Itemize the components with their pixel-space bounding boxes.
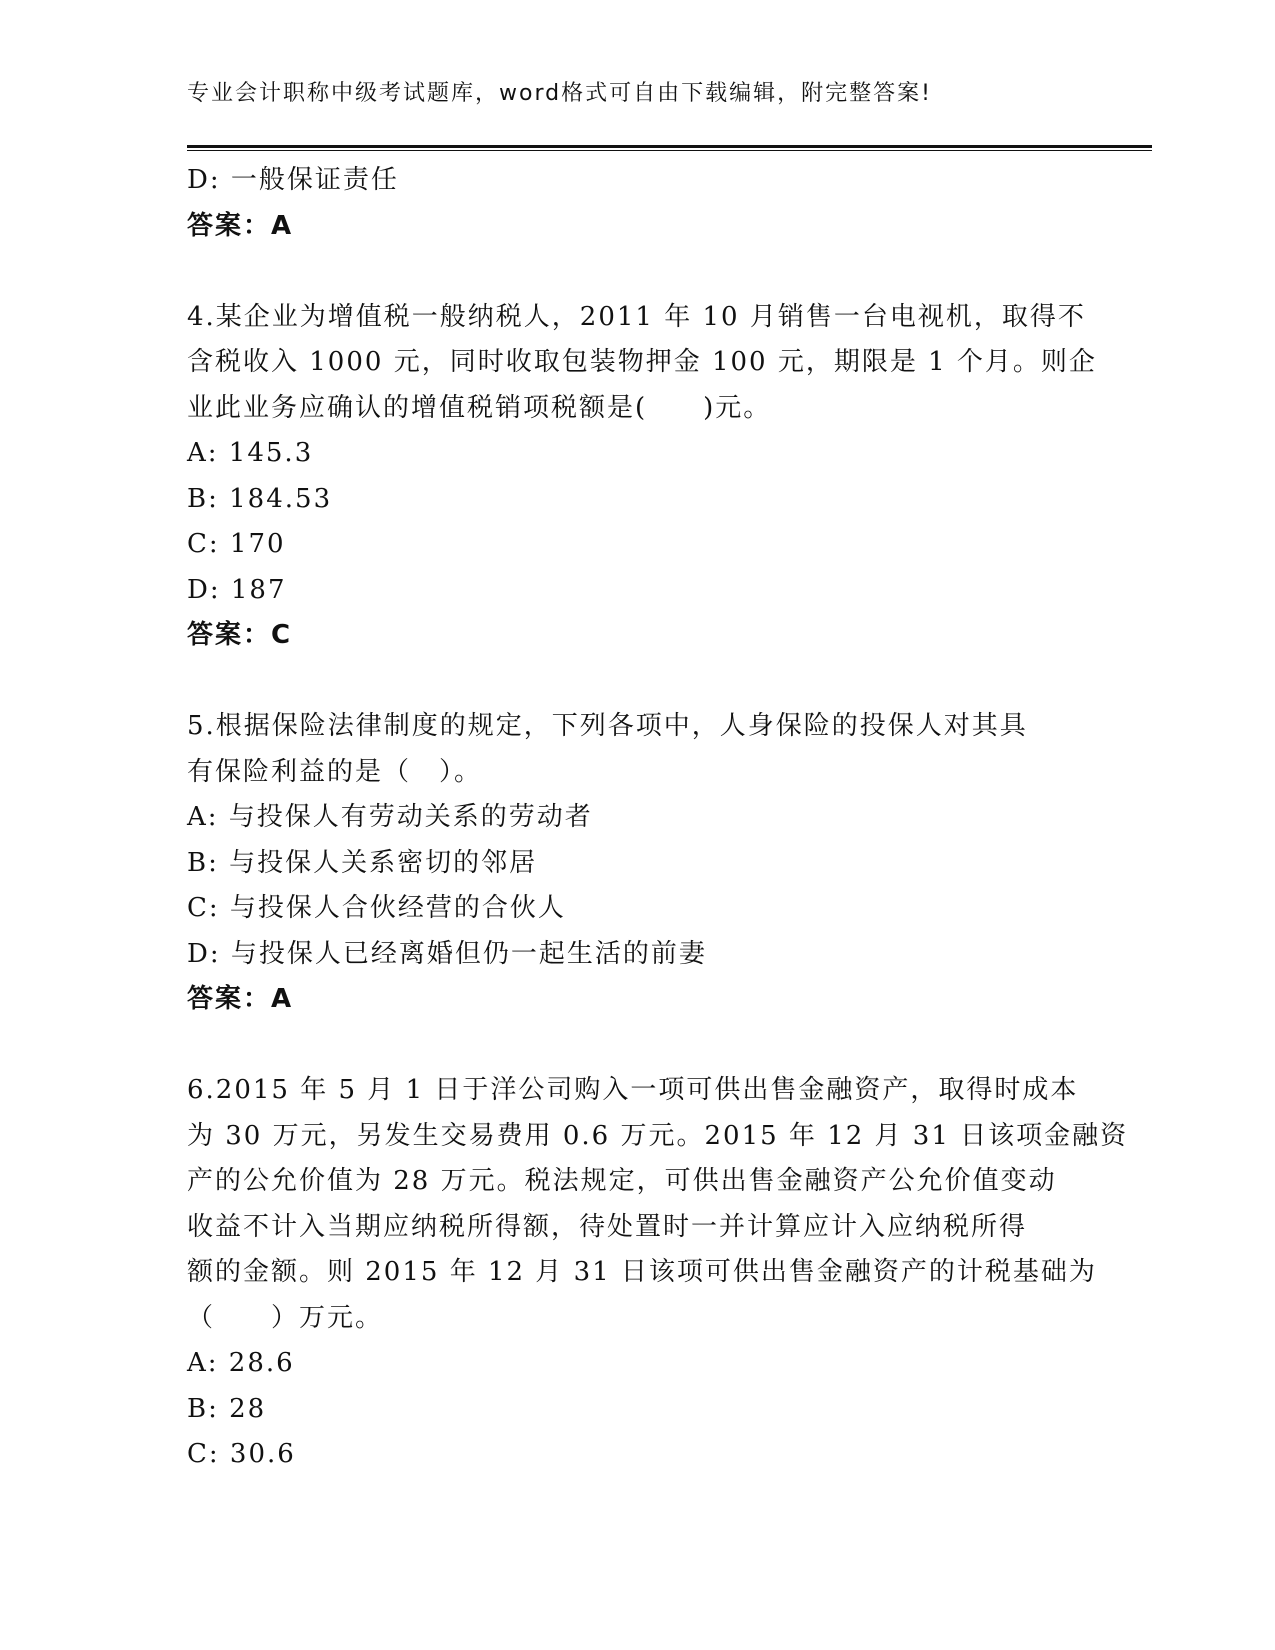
q6-option-a: A: 28.6	[187, 1348, 295, 1378]
q4-stem-line-2: 含税收入 1000 元，同时收取包装物押金 100 元，期限是 1 个月。则企	[187, 347, 1097, 377]
q4-stem-line-1: 4.某企业为增值税一般纳税人，2011 年 10 月销售一台电视机，取得不	[187, 301, 1086, 332]
q5-stem-line-1: 5.根据保险法律制度的规定，下列各项中，人身保险的投保人对其具	[187, 711, 1028, 741]
question-6	[187, 1068, 1129, 1478]
q3-answer: 答案：A	[187, 210, 294, 241]
q3-option-d: D: 一般保证责任	[187, 165, 399, 195]
q6-stem-line-3: 产的公允价值为 28 万元。税法规定，可供出售金融资产公允价值变动	[187, 1166, 1057, 1196]
q4-option-d: D: 187	[187, 574, 287, 605]
q6-option-b: B: 28	[187, 1393, 267, 1424]
question-4	[187, 295, 1097, 659]
q5-answer: 答案：A	[187, 984, 294, 1014]
q6-stem-line-2: 为 30 万元，另发生交易费用 0.6 万元。2015 年 12 月 31 日该项金融资	[187, 1120, 1129, 1151]
q4-option-c: C: 170	[187, 529, 286, 559]
q5-stem-line-2: 有保险利益的是（ ）。	[187, 756, 483, 787]
header-rule-thick	[187, 145, 1152, 148]
q6-option-c: C: 30.6	[187, 1439, 296, 1469]
question-5	[187, 704, 1087, 1023]
q5-option-c: C: 与投保人合伙经营的合伙人	[187, 893, 566, 923]
q6-stem-line-4: 收益不计入当期应纳税所得额，待处置时一并计算应计入应纳税所得	[187, 1211, 1028, 1242]
q4-option-b: B: 184.53	[187, 483, 333, 514]
question-content	[187, 158, 1129, 1478]
q5-option-d: D: 与投保人已经离婚但仍一起生活的前妻	[187, 938, 707, 969]
page-header-text: 专业会计职称中级考试题库，word格式可自由下载编辑，附完整答案!	[187, 81, 932, 106]
q4-option-a: A: 145.3	[187, 438, 314, 468]
q4-answer: 答案：C	[187, 620, 293, 650]
header-rule-thin	[187, 150, 1152, 151]
q5-option-a: A: 与投保人有劳动关系的劳动者	[187, 802, 593, 832]
q6-stem-line-5: 额的金额。则 2015 年 12 月 31 日该项可供出售金融资产的计税基础为	[187, 1257, 1097, 1287]
q4-stem-line-3: 业此业务应确认的增值税销项税额是( )元。	[187, 392, 772, 423]
q6-stem-line-1: 6.2015 年 5 月 1 日于洋公司购入一项可供出售金融资产，取得时成本	[187, 1075, 1079, 1105]
q5-option-b: B: 与投保人关系密切的邻居	[187, 847, 538, 878]
q6-stem-line-6: （ ）万元。	[187, 1302, 384, 1333]
